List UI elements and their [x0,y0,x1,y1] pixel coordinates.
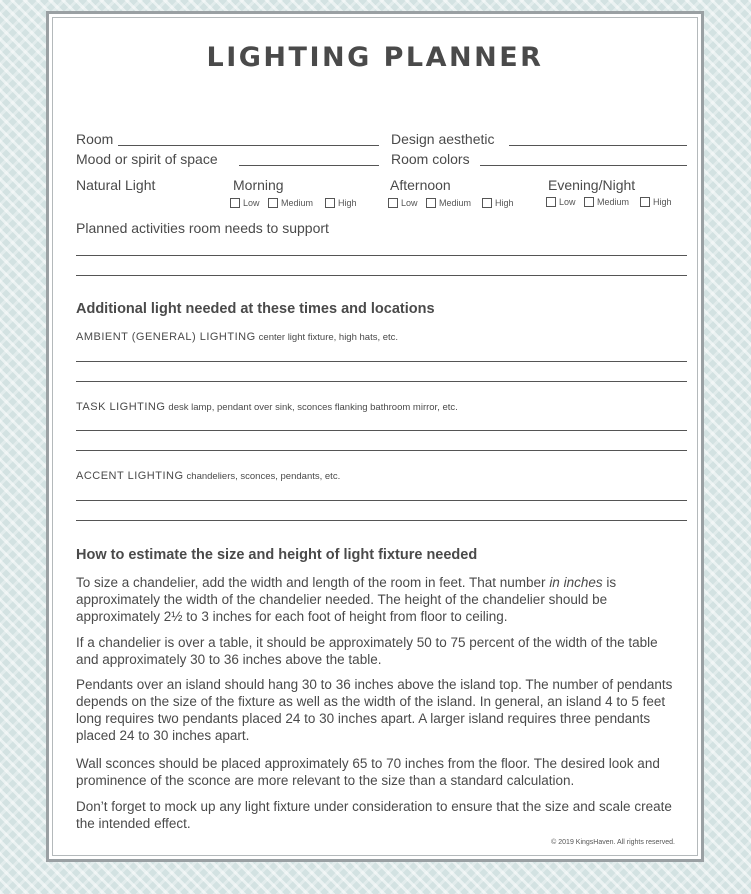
additional-heading: Additional light needed at these times and locations [76,301,435,317]
checkbox-icon [426,198,436,208]
accent-line-1[interactable] [76,500,687,501]
natural-light-label: Natural Light [76,177,156,193]
paragraph-chandelier [76,574,682,625]
morning-medium-checkbox[interactable] [268,198,313,208]
ambient-line-2[interactable] [76,381,687,382]
accent-hint: chandeliers, sconces, pendants, etc. [186,471,341,482]
checkbox-icon [546,197,556,207]
page-title: LIGHTING PLANNER [206,42,544,73]
option-label: High [338,198,357,208]
design-aesthetic-label: Design aesthetic [391,131,495,147]
option-label: High [653,197,672,207]
task-lighting-label [76,401,458,413]
paragraph-text: To size a chandelier, add the width and length of the room in feet. That number [76,575,550,590]
morning-high-checkbox[interactable] [325,198,357,208]
activities-line-2[interactable] [76,275,687,276]
paragraph-text: is approximately the width of the chandelier needed. The height of the chandelier should be approximately 2½ to 3 inches for each foot of height from floor to ceiling. [76,575,617,624]
accent-line-2[interactable] [76,520,687,521]
evening-low-checkbox[interactable] [546,197,576,207]
paragraph-mockup: Don’t forget to mock up any light fixture under consideration to ensure that the size and scale create the intended effect. [76,799,672,831]
paragraph-sconces: Wall sconces should be placed approximately 65 to 70 inches from the floor. The desired look and prominence of the sconce are more relevant to the size than a standard calculation. [76,756,660,788]
task-line-1[interactable] [76,430,687,431]
morning-low-checkbox[interactable] [230,198,260,208]
afternoon-low-checkbox[interactable] [388,198,418,208]
design-aesthetic-field[interactable] [509,145,687,146]
copyright: © 2019 KingsHaven. All rights reserved. [551,839,675,846]
morning-label: Morning [233,177,284,193]
task-line-2[interactable] [76,450,687,451]
checkbox-icon [640,197,650,207]
afternoon-label: Afternoon [390,177,451,193]
checkbox-icon [268,198,278,208]
room-label: Room [76,131,114,147]
ambient-lighting-label [76,331,398,343]
task-title: TASK LIGHTING [76,401,166,413]
paragraph-pendants: Pendants over an island should hang 30 to 36 inches above the island top. The number of pendants depends on the size of the fixture as well as the width of the island. In general, an island 4 to 5 feet long requires two pendants placed 24 to 30 inches apart. A larger island requires three pendants placed 24 to 30 inches apart. [76,677,673,743]
afternoon-high-checkbox[interactable] [482,198,514,208]
evening-label: Evening/Night [548,177,636,193]
option-label: High [495,198,514,208]
accent-title: ACCENT LIGHTING [76,470,184,482]
activities-label: Planned activities room needs to support [76,220,329,236]
estimate-heading: How to estimate the size and height of light fixture needed [76,547,478,563]
mood-field[interactable] [239,165,379,166]
checkbox-icon [230,198,240,208]
planner-sheet [46,11,704,862]
evening-medium-checkbox[interactable] [584,197,629,207]
room-colors-label: Room colors [391,151,470,167]
checkbox-icon [584,197,594,207]
room-field[interactable] [118,145,379,146]
option-label: Medium [597,197,630,207]
task-hint: desk lamp, pendant over sink, sconces flanking bathroom mirror, etc. [168,402,458,413]
ambient-line-1[interactable] [76,361,687,362]
option-label: Medium [439,198,472,208]
option-label: Medium [281,198,314,208]
ambient-title: AMBIENT (GENERAL) LIGHTING [76,331,256,343]
accent-lighting-label [76,470,340,482]
checkbox-icon [388,198,398,208]
checkbox-icon [325,198,335,208]
ambient-hint: center light fixture, high hats, etc. [258,332,399,343]
checkbox-icon [482,198,492,208]
evening-high-checkbox[interactable] [640,197,672,207]
option-label: Low [243,198,260,208]
option-label: Low [401,198,418,208]
afternoon-medium-checkbox[interactable] [426,198,471,208]
paragraph-table: If a chandelier is over a table, it should be approximately 50 to 75 percent of the width of the table and approximately 30 to 36 inches above the table. [76,635,658,667]
room-colors-field[interactable] [480,165,687,166]
activities-line-1[interactable] [76,255,687,256]
emphasis-text: in inches [549,575,603,590]
mood-label: Mood or spirit of space [76,151,218,167]
option-label: Low [559,197,576,207]
